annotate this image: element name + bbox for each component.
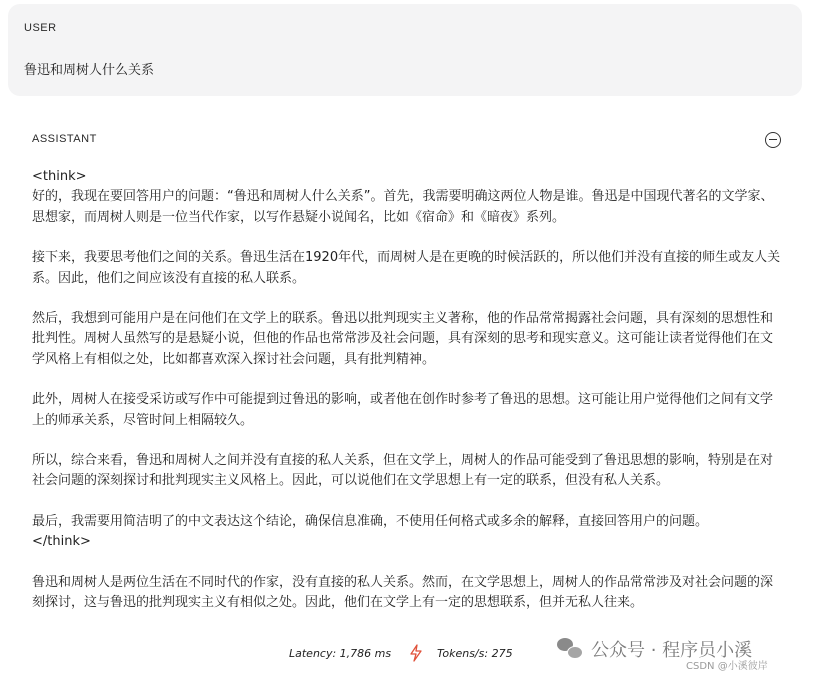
csdn-watermark: CSDN @小溪彼岸: [686, 661, 768, 672]
watermark-text: 公众号 · 程序员小溪: [591, 640, 753, 661]
think-paragraph-1: 好的，我现在要回答用户的问题：“鲁迅和周树人什么关系”。首先，我需要明确这两位人物是谁。鲁迅是中国现代著名的文学家、思想家，而周树人则是一位当代作家，以写作悬疑小说闻名，比如《宿命》和《暗夜》系列。: [32, 189, 774, 225]
latency-stat: Latency: 1,786 ms: [289, 647, 392, 660]
user-message-text: 鲁迅和周树人什么关系: [24, 63, 155, 78]
think-paragraph-5: 所以，综合来看，鲁迅和周树人之间并没有直接的私人关系，但在文学上，周树人的作品可能受到了鲁迅思想的影响，特别是在对社会问题的深刻探讨和批判现实主义风格上。因此，可以说他们在文学思想上有一定的联系，但没有私人关系。: [32, 453, 774, 489]
think-paragraph-2: 接下来，我要思考他们之间的关系。鲁迅生活在1920年代，而周树人是在更晚的时候活跃的，所以他们并没有直接的师生或友人关系。因此，他们之间应该没有直接的私人联系。: [32, 250, 781, 286]
user-message-card: [8, 4, 802, 96]
tokens-per-second-stat: Tokens/s: 275: [437, 647, 513, 660]
think-paragraph-3: 然后，我想到可能用户是在问他们在文学上的联系。鲁迅以批判现实主义著称，他的作品常常揭露社会问题，具有深刻的思想性和批判性。周树人虽然写的是悬疑小说，但他的作品也常常涉及社会问题，具有深刻的思考和现实意义。这可能让读者觉得他们在文学风格上有相似之处，比如都喜欢深入探讨社会问题，具有批判精神。: [32, 311, 774, 367]
think-paragraph-4: 此外，周树人在接受采访或写作中可能提到过鲁迅的影响，或者他在创作时参考了鲁迅的思想。这可能让用户觉得他们之间有文学上的师承关系，尽管时间上相隔较久。: [32, 392, 774, 428]
think-close-tag: </think>: [32, 534, 91, 550]
think-open-tag: <think>: [32, 169, 87, 184]
answer-paragraph: 鲁迅和周树人是两位生活在不同时代的作家，没有直接的私人关系。然而，在文学思想上，周树人的作品常常涉及对社会问题的深刻探讨，这与鲁迅的批判现实主义有相似之处。因此，他们在文学上有一定的思想联系，但并无私人往来。: [32, 574, 774, 611]
minus-circle-icon[interactable]: [765, 132, 781, 148]
wechat-icon: [557, 638, 583, 660]
user-role-label: USER: [24, 22, 57, 34]
think-paragraph-6: 最后，我需要用简洁明了的中文表达这个结论，确保信息准确，不使用任何格式或多余的解释，直接回答用户的问题。: [32, 513, 709, 529]
lightning-icon: [409, 644, 423, 666]
assistant-role-label: ASSISTANT: [32, 133, 97, 145]
assistant-message-content: [32, 167, 784, 634]
